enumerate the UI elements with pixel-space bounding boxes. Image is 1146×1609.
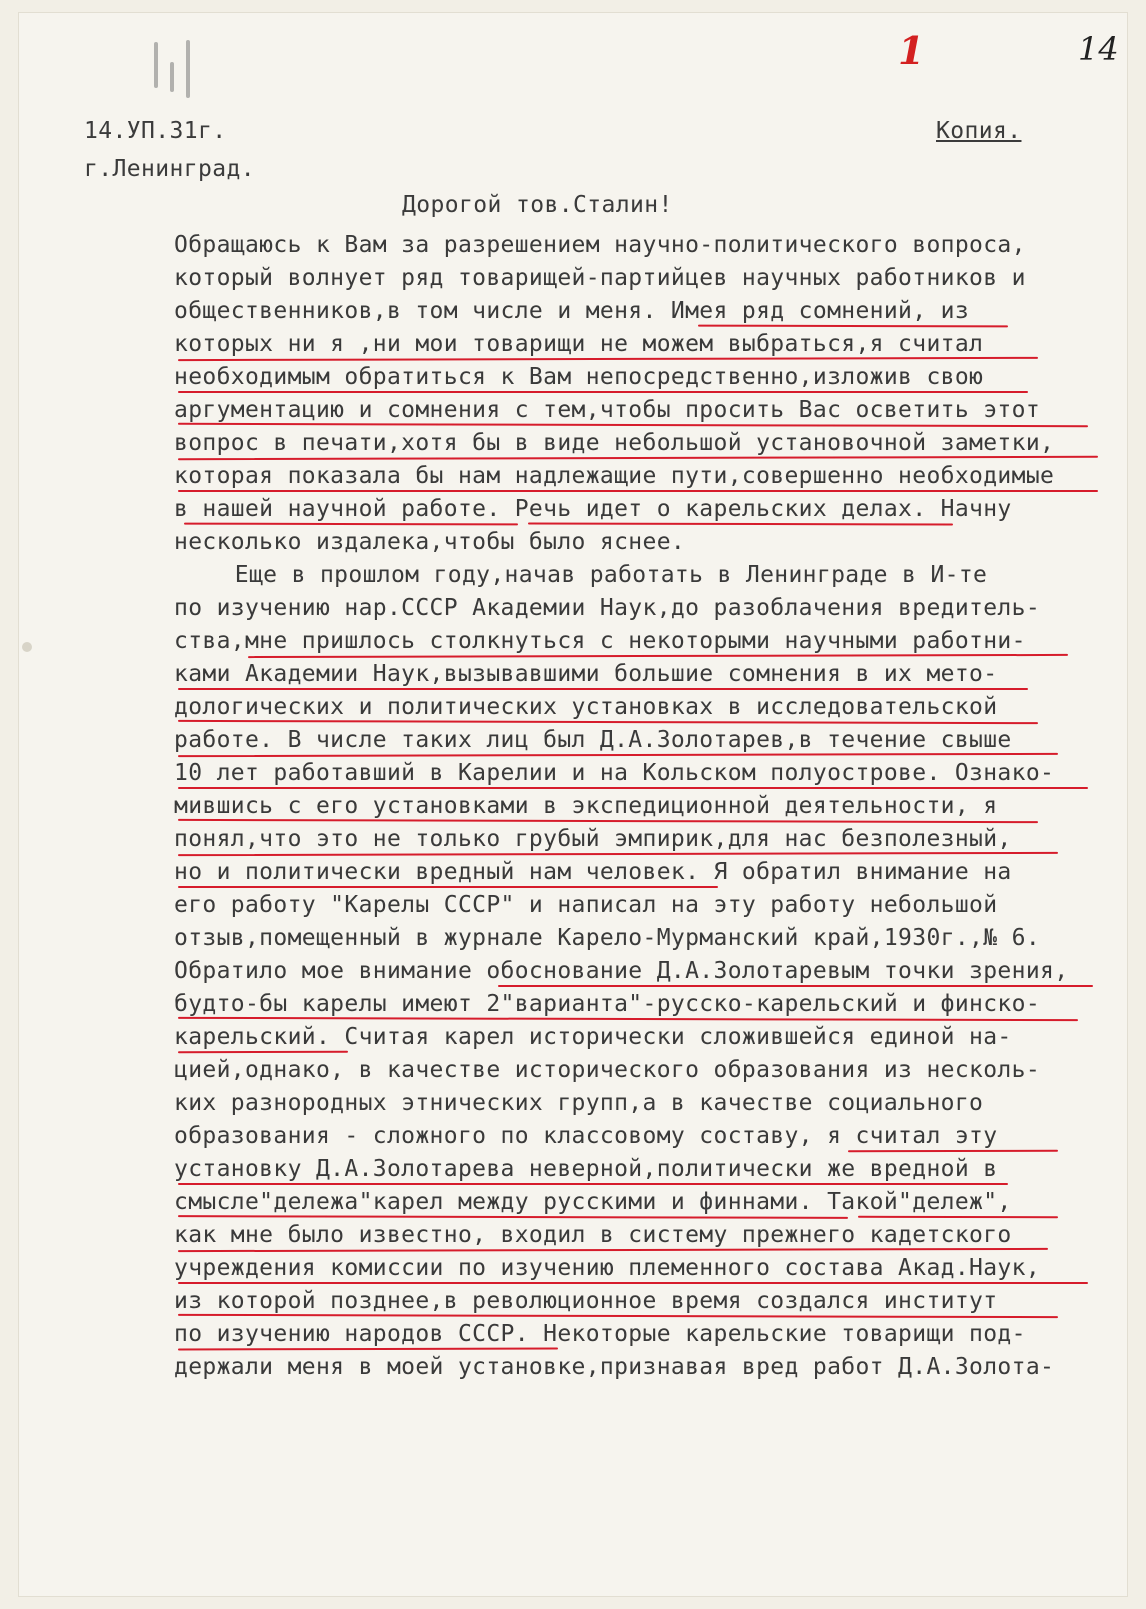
body-line: необходимым обратиться к Вам непосредственно,изложив свою	[174, 364, 984, 390]
body-line: будто-бы карелы имеют 2"варианта"-русско-карельский и финско-	[174, 991, 1041, 1017]
red-underline	[184, 523, 518, 526]
pencil-mark	[154, 42, 158, 88]
body-line: несколько издалека,чтобы было яснее.	[174, 529, 686, 555]
red-underline	[178, 1215, 848, 1219]
body-line: ких разнородных этнических групп,а в качестве социального	[174, 1090, 984, 1116]
red-underline	[178, 357, 1038, 361]
body-line: дологических и политических установках в исследовательской	[174, 694, 998, 720]
salutation: Дорогой тов.Сталин!	[402, 192, 673, 218]
red-mark: 1	[898, 28, 925, 73]
body-line: но и политически вредный нам человек. Я обратил внимание на	[174, 859, 1012, 885]
body-line: учреждения комиссии по изучению племенного состава Акад.Наук,	[174, 1255, 1041, 1281]
body-line: его работу "Карелы СССР" и написал на эту работу небольшой	[174, 892, 998, 918]
red-underline	[178, 886, 718, 888]
body-line: Обратило мое внимание обоснование Д.А.Золотаревым точки зрения,	[174, 958, 1069, 984]
red-underline	[178, 1314, 1058, 1318]
body-line: мившись с его установками в экспедиционной деятельности, я	[174, 793, 998, 819]
body-line: смысле"дележа"карел между русскими и финнами. Такой"дележ",	[174, 1189, 1012, 1215]
red-underline	[698, 325, 1008, 328]
body-line: общественников,в том числе и меня. Имея ряд сомнений, из	[174, 298, 970, 324]
letter-date: 14.УП.31г.	[84, 118, 227, 144]
body-line: аргументацию и сомнения с тем,чтобы просить Вас осветить этот	[174, 397, 1041, 423]
punch-hole	[22, 642, 32, 652]
red-underline	[248, 654, 1068, 658]
body-line: по изучению нар.СССР Академии Наук,до разоблачения вредитель-	[174, 595, 1041, 621]
red-underline	[178, 819, 1038, 823]
body-line: ства,мне пришлось столкнуться с некоторыми научными работни-	[174, 628, 1026, 654]
body-line: которая показала бы нам надлежащие пути,совершенно необходимые	[174, 463, 1055, 489]
red-underline	[178, 787, 1088, 789]
red-underline	[498, 985, 1093, 987]
body-line: по изучению народов СССР. Некоторые карельские товарищи под-	[174, 1321, 1026, 1347]
body-line: из которой позднее,в революционное время создался институт	[174, 1288, 998, 1314]
letter-place: г.Ленинград.	[84, 156, 255, 182]
red-underline	[178, 423, 1088, 427]
red-underline	[178, 1348, 558, 1351]
document-page	[18, 12, 1128, 1597]
red-underline	[178, 490, 1098, 492]
red-underline	[178, 852, 1058, 856]
body-line: понял,что это не только грубый эмпирик,для нас безполезный,	[174, 826, 1012, 852]
body-line: вопрос в печати,хотя бы в виде небольшой установочной заметки,	[174, 430, 1055, 456]
red-underline	[178, 456, 1098, 460]
red-underline	[178, 1183, 1008, 1185]
red-underline	[858, 1216, 1058, 1219]
red-underline	[178, 1282, 1088, 1284]
body-line: который волнует ряд товарищей-партийцев научных работников и	[174, 265, 1026, 291]
red-underline	[848, 1150, 1058, 1153]
body-line: как мне было известно, входил в систему прежнего кадетского	[174, 1222, 1012, 1248]
body-line: отзыв,помещенный в журнале Карело-Мурманский край,1930г.,№ 6.	[174, 925, 1041, 951]
red-underline	[178, 391, 1028, 393]
red-underline	[178, 1017, 1078, 1021]
body-line: которых ни я ,ни мои товарищи не можем выбраться,я считал	[174, 331, 984, 357]
red-underline	[178, 753, 1058, 757]
page-number: 14	[1078, 30, 1119, 68]
body-line: карельский. Считая карел исторически сложившейся единой на-	[174, 1024, 1012, 1050]
body-line: цией,однако, в качестве исторического образования из несколь-	[174, 1057, 1041, 1083]
body-line: образования - сложного по классовому составу, я считал эту	[174, 1123, 998, 1149]
body-line: Еще в прошлом году,начав работать в Ленинграде в И-те	[178, 562, 988, 588]
body-line: работе. В числе таких лиц был Д.А.Золотарев,в течение свыше	[174, 727, 1012, 753]
body-line: 10 лет работавший в Карелии и на Кольском полуострове. Ознако-	[174, 760, 1055, 786]
body-line: в нашей научной работе. Речь идет о карельских делах. Начну	[174, 496, 1012, 522]
body-line: установку Д.А.Золотарева неверной,политически же вредной в	[174, 1156, 998, 1182]
copy-label: Копия.	[936, 118, 1022, 144]
red-underline	[178, 688, 1028, 690]
red-underline	[178, 1248, 1048, 1252]
red-underline	[178, 720, 1038, 724]
pencil-mark	[170, 62, 174, 92]
red-underline	[528, 522, 953, 525]
body-line: ками Академии Наук,вызывавшими большие сомнения в их мето-	[174, 661, 998, 687]
body-line: держали меня в моей установке,признавая вред работ Д.А.Золота-	[174, 1354, 1055, 1380]
pencil-mark	[186, 40, 190, 98]
red-underline	[178, 1051, 348, 1053]
body-line: Обращаюсь к Вам за разрешением научно-политического вопроса,	[174, 232, 1026, 258]
